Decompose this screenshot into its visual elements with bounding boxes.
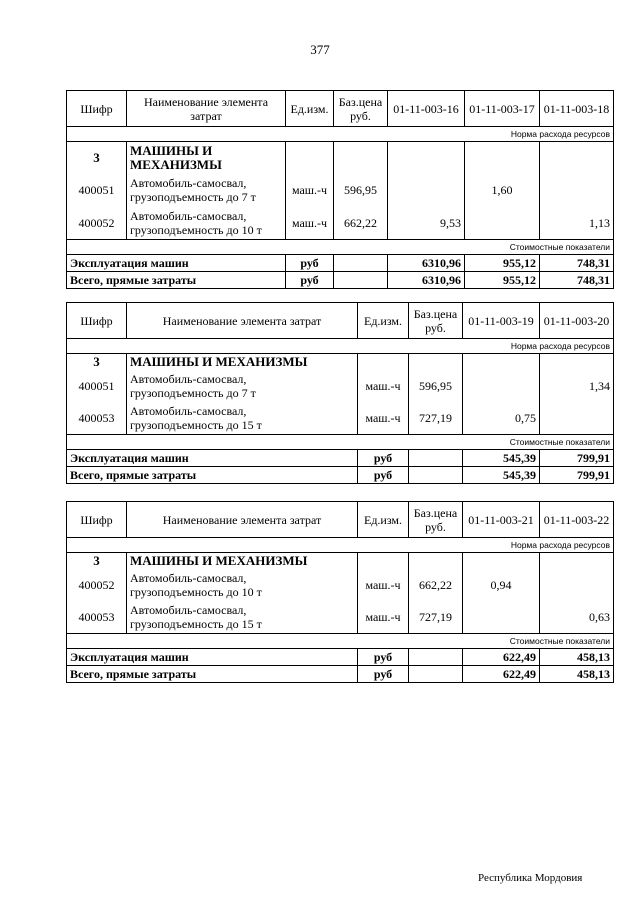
total-value: 955,12 xyxy=(465,272,540,289)
page-footer: Республика Мордовия xyxy=(478,872,583,884)
row-name-line2: грузоподъемность до 10 т xyxy=(130,222,262,237)
row-name xyxy=(127,207,286,240)
cost-label-row xyxy=(67,634,614,649)
cost-label-row xyxy=(67,240,614,255)
header-price: Баз.цена руб. xyxy=(409,303,463,339)
row-value: 9,53 xyxy=(388,207,465,240)
total-label: Всего, прямые затраты xyxy=(67,666,358,683)
row-name-line2: грузоподъемность до 7 т xyxy=(130,385,256,400)
row-value xyxy=(463,601,540,634)
row-name xyxy=(127,174,286,207)
row-value xyxy=(465,207,540,240)
row-value xyxy=(463,370,540,402)
header-col: 01-11-003-21 xyxy=(463,502,540,538)
header-col: 01-11-003-20 xyxy=(540,303,614,339)
table-row xyxy=(67,174,614,207)
resource-table-1 xyxy=(66,90,614,289)
row-name-line2: грузоподъемность до 10 т xyxy=(130,584,262,599)
row-unit: маш.-ч xyxy=(358,402,409,435)
row-code: 400051 xyxy=(67,174,127,207)
row-price: 727,19 xyxy=(409,402,463,435)
table-row xyxy=(67,370,614,402)
row-unit: маш.-ч xyxy=(286,207,334,240)
total-unit: руб xyxy=(358,450,409,467)
norm-label: Норма расхода ресурсов xyxy=(67,127,614,142)
total-unit: руб xyxy=(358,467,409,484)
header-col: 01-11-003-16 xyxy=(388,91,465,127)
row-code: 400052 xyxy=(67,207,127,240)
header-unit: Ед.изм. xyxy=(358,502,409,538)
row-name xyxy=(127,569,358,601)
cost-label: Стоимостные показатели xyxy=(67,634,614,649)
row-value: 1,13 xyxy=(540,207,614,240)
row-name-line2: грузоподъемность до 15 т xyxy=(130,616,262,631)
total-value: 6310,96 xyxy=(388,272,465,289)
row-code: 400051 xyxy=(67,370,127,402)
total-unit: руб xyxy=(286,255,334,272)
total-label: Всего, прямые затраты xyxy=(67,272,286,289)
row-name-line1: Автомобиль-самосвал, xyxy=(130,602,247,617)
total-label: Эксплуатация машин xyxy=(67,255,286,272)
row-value: 1,34 xyxy=(540,370,614,402)
row-name-line1: Автомобиль-самосвал, xyxy=(130,570,247,585)
section-row xyxy=(67,142,614,174)
row-value xyxy=(388,174,465,207)
section-code: 3 xyxy=(67,354,127,370)
resource-table-2 xyxy=(66,302,614,484)
total-value: 799,91 xyxy=(540,467,614,484)
resource-table-3 xyxy=(66,501,614,683)
cost-label: Стоимостные показатели xyxy=(67,435,614,450)
total-value: 622,49 xyxy=(463,649,540,666)
row-price: 596,95 xyxy=(334,174,388,207)
total-value: 545,39 xyxy=(463,467,540,484)
total-row xyxy=(67,666,614,683)
total-row xyxy=(67,272,614,289)
row-name-line1: Автомобиль-самосвал, xyxy=(130,176,247,190)
total-label: Эксплуатация машин xyxy=(67,649,358,666)
header-code: Шифр xyxy=(67,303,127,339)
row-code: 400053 xyxy=(67,601,127,634)
table-header xyxy=(67,91,614,127)
total-row xyxy=(67,450,614,467)
row-name-line1: Автомобиль-самосвал, xyxy=(130,403,247,418)
section-code: 3 xyxy=(67,553,127,569)
header-price: Баз.цена руб. xyxy=(334,91,388,127)
norm-label: Норма расхода ресурсов xyxy=(67,538,614,553)
header-code: Шифр xyxy=(67,91,127,127)
table-header xyxy=(67,502,614,538)
section-title: МАШИНЫ И МЕХАНИЗМЫ xyxy=(127,142,286,174)
cost-label: Стоимостные показатели xyxy=(67,240,614,255)
header-unit: Ед.изм. xyxy=(286,91,334,127)
total-row xyxy=(67,467,614,484)
section-row xyxy=(67,553,614,569)
row-name-line1: Автомобиль-самосвал, xyxy=(130,208,247,223)
total-unit: руб xyxy=(358,666,409,683)
total-label: Всего, прямые затраты xyxy=(67,467,358,484)
header-col: 01-11-003-17 xyxy=(465,91,540,127)
norm-label-row xyxy=(67,339,614,354)
row-name-line2: грузоподъемность до 7 т xyxy=(130,190,256,204)
total-label: Эксплуатация машин xyxy=(67,450,358,467)
total-row xyxy=(67,255,614,272)
total-unit: руб xyxy=(358,649,409,666)
section-row xyxy=(67,354,614,370)
page-number: 377 xyxy=(310,42,330,57)
header-name: Наименование элемента затрат xyxy=(127,502,358,538)
row-value xyxy=(540,569,614,601)
header-price: Баз.цена руб. xyxy=(409,502,463,538)
row-value: 1,60 xyxy=(465,174,540,207)
row-name xyxy=(127,370,358,402)
row-value xyxy=(540,174,614,207)
header-name: Наименование элемента затрат xyxy=(127,303,358,339)
row-name xyxy=(127,601,358,634)
row-code: 400052 xyxy=(67,569,127,601)
total-value: 748,31 xyxy=(540,272,614,289)
total-value: 545,39 xyxy=(463,450,540,467)
section-code: 3 xyxy=(67,142,127,174)
cost-label-row xyxy=(67,435,614,450)
total-value: 6310,96 xyxy=(388,255,465,272)
total-value: 458,13 xyxy=(540,666,614,683)
header-code: Шифр xyxy=(67,502,127,538)
total-unit: руб xyxy=(286,272,334,289)
row-price: 662,22 xyxy=(409,569,463,601)
section-title: МАШИНЫ И МЕХАНИЗМЫ xyxy=(127,354,358,370)
table-header xyxy=(67,303,614,339)
row-code: 400053 xyxy=(67,402,127,435)
row-price: 596,95 xyxy=(409,370,463,402)
total-value: 799,91 xyxy=(540,450,614,467)
row-name xyxy=(127,402,358,435)
section-title: МАШИНЫ И МЕХАНИЗМЫ xyxy=(127,553,358,569)
header-col: 01-11-003-19 xyxy=(463,303,540,339)
table-row xyxy=(67,207,614,240)
total-value: 458,13 xyxy=(540,649,614,666)
norm-label-row xyxy=(67,127,614,142)
total-value: 622,49 xyxy=(463,666,540,683)
row-value: 0,75 xyxy=(463,402,540,435)
norm-label: Норма расхода ресурсов xyxy=(67,339,614,354)
norm-label-row xyxy=(67,538,614,553)
total-value: 748,31 xyxy=(540,255,614,272)
row-name-line2: грузоподъемность до 15 т xyxy=(130,417,262,432)
row-unit: маш.-ч xyxy=(358,569,409,601)
header-col: 01-11-003-22 xyxy=(540,502,614,538)
total-row xyxy=(67,649,614,666)
row-price: 662,22 xyxy=(334,207,388,240)
table-row xyxy=(67,569,614,601)
header-col: 01-11-003-18 xyxy=(540,91,614,127)
row-unit: маш.-ч xyxy=(286,174,334,207)
header-unit: Ед.изм. xyxy=(358,303,409,339)
header-name: Наименование элемента затрат xyxy=(127,91,286,127)
table-row xyxy=(67,601,614,634)
row-price: 727,19 xyxy=(409,601,463,634)
row-value xyxy=(540,402,614,435)
total-value: 955,12 xyxy=(465,255,540,272)
row-name-line1: Автомобиль-самосвал, xyxy=(130,371,247,386)
row-value: 0,63 xyxy=(540,601,614,634)
row-unit: маш.-ч xyxy=(358,370,409,402)
row-unit: маш.-ч xyxy=(358,601,409,634)
table-row xyxy=(67,402,614,435)
row-value: 0,94 xyxy=(463,569,540,601)
